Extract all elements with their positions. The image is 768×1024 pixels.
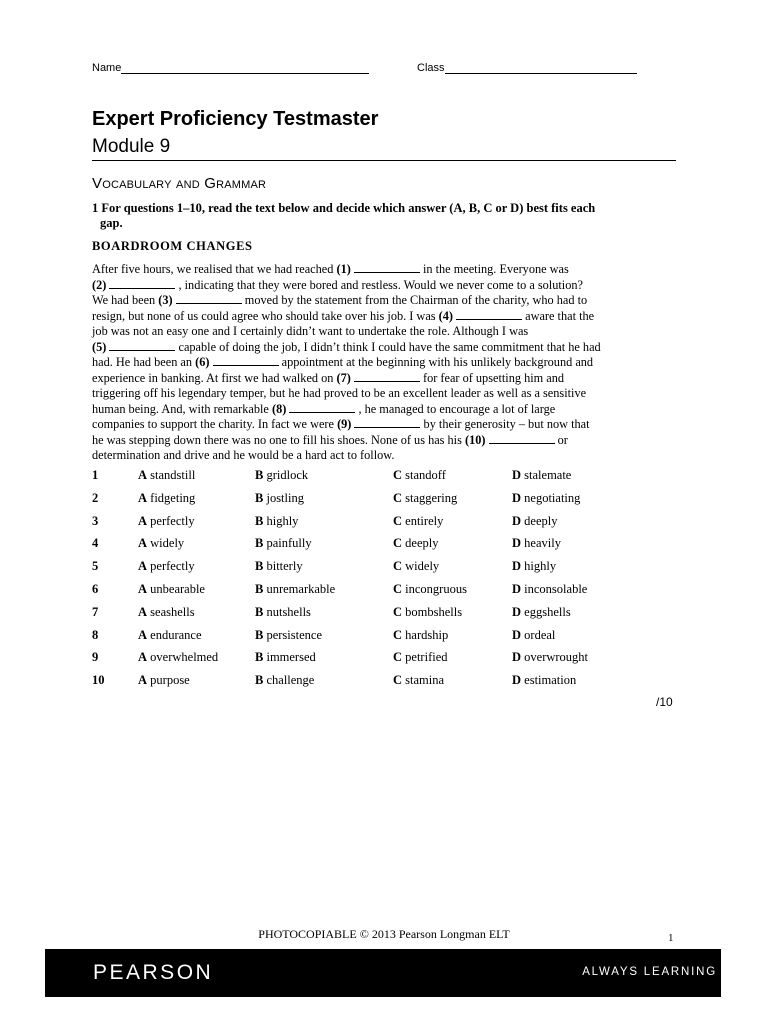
option-letter: C xyxy=(393,559,403,574)
option-letter: D xyxy=(512,536,522,551)
gap-number: (8) xyxy=(271,401,287,416)
option-word: deeply xyxy=(524,513,558,528)
option-letter: C xyxy=(393,513,403,528)
option-letter: D xyxy=(512,468,522,482)
instruction-number: 1 xyxy=(92,201,99,215)
option-word: eggshells xyxy=(524,604,571,619)
passage-text-segment: in the meeting. Everyone was xyxy=(419,262,569,276)
option-letter: B xyxy=(255,513,264,528)
passage-text-segment: , he managed to encourage a lot of large xyxy=(355,401,556,416)
option-b[interactable] xyxy=(255,514,298,529)
option-word: highly xyxy=(266,513,299,528)
option-word: bombshells xyxy=(405,604,463,619)
option-letter: D xyxy=(512,490,522,505)
passage-text-segment: moved by the statement from the Chairman of the charity, who had to xyxy=(241,293,588,307)
option-a[interactable] xyxy=(138,559,195,574)
option-c[interactable] xyxy=(393,582,467,597)
gap-blank[interactable] xyxy=(109,278,175,289)
options-table xyxy=(92,468,692,696)
option-b[interactable] xyxy=(255,605,311,620)
question-number: 6 xyxy=(92,581,99,596)
question-row xyxy=(92,468,692,491)
option-word: widely xyxy=(150,536,185,551)
passage-line xyxy=(92,448,682,464)
question-row xyxy=(92,582,692,605)
option-letter: A xyxy=(138,536,148,551)
score-total: /10 xyxy=(656,695,673,709)
passage-line xyxy=(92,402,682,418)
option-word: stalemate xyxy=(524,468,572,482)
option-word: persistence xyxy=(266,627,322,642)
passage-text-segment: After five hours, we realised that we had reached xyxy=(92,262,337,276)
option-word: incongruous xyxy=(405,581,467,596)
option-letter: D xyxy=(512,650,522,665)
gap-number: (5) xyxy=(92,339,107,354)
option-word: unbearable xyxy=(150,581,205,596)
option-word: unremarkable xyxy=(266,581,336,596)
option-word: petrified xyxy=(405,650,448,665)
question-row xyxy=(92,650,692,673)
option-a[interactable] xyxy=(138,582,205,597)
option-word: inconsolable xyxy=(524,581,588,596)
gap-blank[interactable] xyxy=(213,355,279,366)
gap-number: (4) xyxy=(438,308,453,323)
option-c[interactable] xyxy=(393,605,462,620)
option-letter: D xyxy=(512,627,522,642)
option-a[interactable] xyxy=(138,628,202,643)
question-number: 9 xyxy=(92,650,99,665)
gap-blank[interactable] xyxy=(354,417,420,428)
option-letter: C xyxy=(393,604,403,619)
student-info-line xyxy=(92,62,652,76)
option-b[interactable] xyxy=(255,536,312,551)
passage-text-segment: by their generosity – but now that xyxy=(420,417,590,431)
option-word: perfectly xyxy=(150,559,195,574)
gap-blank[interactable] xyxy=(109,340,175,351)
option-a[interactable] xyxy=(138,514,195,529)
option-d[interactable] xyxy=(512,673,576,688)
option-d[interactable] xyxy=(512,559,556,574)
option-letter: D xyxy=(512,559,522,574)
module-heading: Module 9 xyxy=(92,136,676,161)
passage-line xyxy=(92,262,682,278)
question-number: 4 xyxy=(92,536,99,551)
option-word: overwrought xyxy=(524,650,589,665)
gap-number: (6) xyxy=(195,355,210,369)
question-number: 2 xyxy=(92,490,99,505)
passage-text xyxy=(92,262,682,464)
option-letter: A xyxy=(138,673,148,688)
option-b[interactable] xyxy=(255,559,303,574)
passage-text-segment: resign, but none of us could agree who should take over his job. I was xyxy=(92,308,439,323)
option-word: perfectly xyxy=(150,513,195,528)
passage-text-segment: appointment at the beginning with his unlikely background and xyxy=(278,355,594,369)
question-row xyxy=(92,491,692,514)
passage-text-segment: he was stepping down there was no one to fill his shoes. None of us has his xyxy=(92,432,465,447)
gap-number: (3) xyxy=(158,293,173,307)
option-letter: C xyxy=(393,468,403,482)
option-d[interactable] xyxy=(512,605,571,620)
question-row xyxy=(92,673,692,696)
option-letter: A xyxy=(138,581,148,596)
option-letter: B xyxy=(255,650,264,665)
option-letter: A xyxy=(138,513,148,528)
passage-line xyxy=(92,324,682,340)
option-word: challenge xyxy=(266,673,315,688)
option-letter: B xyxy=(255,581,264,596)
option-letter: A xyxy=(138,559,148,574)
option-b[interactable] xyxy=(255,582,335,597)
option-c[interactable] xyxy=(393,559,439,574)
question-number: 10 xyxy=(92,673,105,688)
question-row xyxy=(92,559,692,582)
option-b[interactable] xyxy=(255,650,316,665)
option-b[interactable] xyxy=(255,673,314,688)
option-letter: A xyxy=(138,650,148,665)
option-letter: A xyxy=(138,468,148,482)
gap-number: (9) xyxy=(337,417,352,431)
gap-number: (7) xyxy=(336,370,351,385)
class-field[interactable] xyxy=(417,62,637,74)
option-word: standoff xyxy=(405,468,446,482)
passage-text-segment: triggering off his legendary temper, but he had proved to be an excellent leader as well as a sensitive xyxy=(92,386,587,400)
option-word: endurance xyxy=(150,627,202,642)
passage-text-segment: experience in banking. At first we had walked on xyxy=(92,370,337,385)
passage-text-segment: aware that the xyxy=(522,308,595,323)
question-number: 8 xyxy=(92,627,99,642)
option-letter: D xyxy=(512,673,522,688)
question-row xyxy=(92,514,692,537)
option-c[interactable] xyxy=(393,514,443,529)
class-label: Class xyxy=(417,62,445,74)
option-letter: A xyxy=(138,604,148,619)
option-d[interactable] xyxy=(512,650,588,665)
question-row xyxy=(92,605,692,628)
passage-text-segment: job was not an easy one and I certainly didn’t want to undertake the role. Although I was xyxy=(92,324,529,338)
option-word: immersed xyxy=(266,650,316,665)
option-word: standstill xyxy=(150,468,196,482)
instruction-line-2: gap. xyxy=(100,216,123,230)
option-c[interactable] xyxy=(393,628,448,643)
page-number: 1 xyxy=(668,932,674,944)
passage-text-segment: capable of doing the job, I didn’t think I could have the same commitment that he had xyxy=(175,339,601,354)
passage-text-segment: We had been xyxy=(92,293,159,307)
question-row xyxy=(92,628,692,651)
option-b[interactable] xyxy=(255,468,308,483)
option-letter: C xyxy=(393,627,403,642)
passage-line xyxy=(92,278,682,294)
option-a[interactable] xyxy=(138,673,190,688)
option-c[interactable] xyxy=(393,650,448,665)
option-word: seashells xyxy=(150,604,195,619)
option-letter: C xyxy=(393,536,403,551)
option-word: ordeal xyxy=(524,627,556,642)
option-a[interactable] xyxy=(138,650,218,665)
option-word: nutshells xyxy=(266,604,311,619)
passage-line xyxy=(92,340,682,356)
pearson-logo: PEARSON xyxy=(93,961,214,984)
option-letter: B xyxy=(255,604,264,619)
question-number: 1 xyxy=(92,468,99,482)
option-word: stamina xyxy=(405,673,445,688)
option-word: deeply xyxy=(405,536,439,551)
option-word: jostling xyxy=(266,490,304,505)
option-word: estimation xyxy=(524,673,577,688)
option-a[interactable] xyxy=(138,536,184,551)
passage-text-segment: companies to support the charity. In fact we were xyxy=(92,417,338,431)
option-d[interactable] xyxy=(512,468,571,483)
gap-number: (10) xyxy=(464,432,486,447)
gap-blank[interactable] xyxy=(289,402,355,413)
gap-blank[interactable] xyxy=(176,293,242,304)
option-c[interactable] xyxy=(393,673,444,688)
option-letter: C xyxy=(393,581,403,596)
copyright-notice: PHOTOCOPIABLE © 2013 Pearson Longman ELT xyxy=(258,927,510,941)
section-heading: Vocabulary and Grammar xyxy=(92,175,267,192)
option-word: heavily xyxy=(524,536,561,551)
option-letter: C xyxy=(393,490,403,505)
option-letter: B xyxy=(255,673,264,688)
question-row xyxy=(92,536,692,559)
passage-line xyxy=(92,309,682,325)
option-word: gridlock xyxy=(266,468,309,482)
gap-number: (1) xyxy=(336,262,351,276)
passage-line xyxy=(92,386,682,402)
option-word: overwhelmed xyxy=(150,650,219,665)
class-blank[interactable] xyxy=(445,62,637,74)
option-letter: D xyxy=(512,513,522,528)
option-letter: B xyxy=(255,536,264,551)
passage-text-segment: or xyxy=(554,432,568,447)
option-a[interactable] xyxy=(138,605,195,620)
name-label: Name xyxy=(92,62,122,74)
option-word: purpose xyxy=(150,673,190,688)
option-d[interactable] xyxy=(512,582,587,597)
passage-line xyxy=(92,433,682,449)
footer-banner xyxy=(45,949,721,997)
gap-number: (2) xyxy=(92,277,107,292)
option-word: negotiating xyxy=(524,490,581,505)
question-number: 3 xyxy=(92,513,99,528)
passage-line xyxy=(92,371,682,387)
option-d[interactable] xyxy=(512,491,580,506)
instruction-line-1: For questions 1–10, read the text below and decide which answer (A, B, C or D) best fits each xyxy=(101,201,596,215)
option-letter: C xyxy=(393,673,403,688)
passage-text-segment: determination and drive and he would be a hard act to follow. xyxy=(92,448,395,462)
option-c[interactable] xyxy=(393,468,446,483)
option-word: hardship xyxy=(405,627,449,642)
option-letter: B xyxy=(255,490,264,505)
name-field[interactable] xyxy=(92,62,369,74)
gap-blank[interactable] xyxy=(354,371,420,382)
passage-text-segment: for fear of upsetting him and xyxy=(419,370,565,385)
option-word: widely xyxy=(405,559,440,574)
instruction xyxy=(92,201,672,231)
passage-line xyxy=(92,355,682,371)
option-letter: A xyxy=(138,490,148,505)
option-c[interactable] xyxy=(393,491,457,506)
option-letter: A xyxy=(138,627,148,642)
passage-line xyxy=(92,293,682,309)
option-letter: D xyxy=(512,604,522,619)
option-letter: B xyxy=(255,627,264,642)
option-letter: B xyxy=(255,468,264,482)
question-number: 7 xyxy=(92,604,99,619)
option-letter: B xyxy=(255,559,264,574)
option-word: entirely xyxy=(405,513,444,528)
option-a[interactable] xyxy=(138,491,195,506)
passage-text-segment: human being. And, with remarkable xyxy=(92,401,272,416)
gap-blank[interactable] xyxy=(456,309,522,320)
option-letter: C xyxy=(393,650,403,665)
option-word: highly xyxy=(524,559,557,574)
option-d[interactable] xyxy=(512,536,561,551)
passage-line xyxy=(92,417,682,433)
option-word: staggering xyxy=(405,490,458,505)
option-b[interactable] xyxy=(255,491,304,506)
option-word: painfully xyxy=(266,536,312,551)
gap-blank[interactable] xyxy=(354,262,420,273)
name-blank[interactable] xyxy=(121,62,369,74)
option-word: bitterly xyxy=(266,559,303,574)
option-a[interactable] xyxy=(138,468,195,483)
option-word: fidgeting xyxy=(150,490,196,505)
option-letter: D xyxy=(512,581,522,596)
option-d[interactable] xyxy=(512,514,557,529)
passage-title: BOARDROOM CHANGES xyxy=(92,239,253,253)
footer-tagline: ALWAYS LEARNING xyxy=(582,966,717,978)
passage-text-segment: had. He had been an xyxy=(92,355,196,369)
gap-blank[interactable] xyxy=(489,433,555,444)
passage-text-segment: , indicating that they were bored and restless. Would we never come to a solution? xyxy=(175,277,583,292)
option-b[interactable] xyxy=(255,628,322,643)
question-number: 5 xyxy=(92,559,99,574)
option-c[interactable] xyxy=(393,536,438,551)
document-title: Expert Proficiency Testmaster xyxy=(92,108,379,130)
option-d[interactable] xyxy=(512,628,555,643)
